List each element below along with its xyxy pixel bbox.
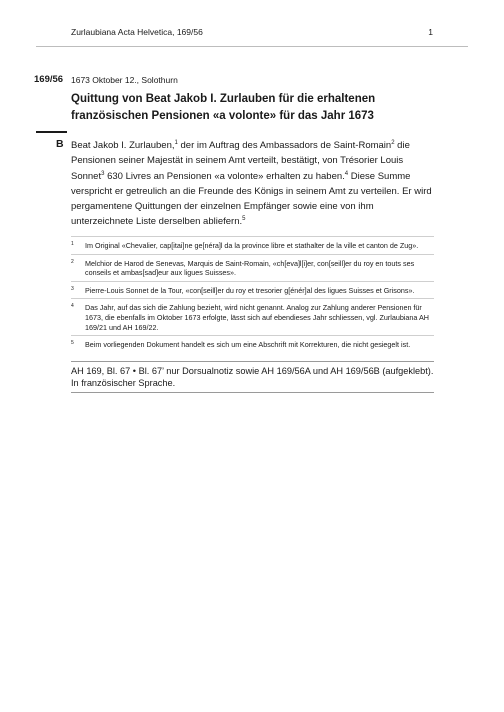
footnote-text: Im Original «Chevalier, cap[itai]ne ge[néra]l da la province libre et stathalter de la ville et canton de Zug». bbox=[85, 241, 419, 250]
footnote bbox=[71, 298, 434, 335]
title-line-1: Quittung von Beat Jakob I. Zurlauben für die erhaltenen bbox=[71, 93, 376, 105]
footnote-text: Beim vorliegenden Dokument handelt es sich um eine Abschrift mit Korrekturen, die nicht gesiegelt ist. bbox=[85, 340, 411, 350]
footnote-number: 5 bbox=[71, 340, 74, 347]
section-rule bbox=[36, 131, 67, 133]
body-segment: Beat Jakob I. Zurlauben, bbox=[71, 140, 175, 151]
body-segment: die Pensionen seiner Majestät in seinem Amt verteilt, bestätigt, von Trésorier Louis Sonnet bbox=[71, 140, 410, 182]
footnote-ref: 4 bbox=[344, 170, 349, 177]
footnote-text: Pierre-Louis Sonnet de la Tour, «con[seill]er du roy et tresorier g[énér]al des ligues Suisses et Grisons». bbox=[85, 285, 415, 295]
page-number: 1 bbox=[428, 27, 433, 37]
body-segment: der im Auftrag des Ambassadors de Saint-Romain bbox=[177, 140, 392, 151]
footnote-ref: 1 bbox=[174, 139, 178, 146]
footnote-number: 4 bbox=[71, 303, 74, 310]
footnote-number: 3 bbox=[71, 285, 74, 292]
footnote-number: 1 bbox=[71, 241, 74, 247]
footnotes bbox=[71, 236, 434, 353]
dateline: 1673 Oktober 12., Solothurn bbox=[71, 75, 178, 85]
footnote-text: Das Jahr, auf das sich die Zahlung bezieht, wird nicht genannt. Analog zur Zahlung anderer Pensionen für 1673, die ebenfalls im Oktober 1673 erfolgte, lässt sich auf ebendieses Jahr schliessen, vgl. Zurlaubiana AH 169/21 und AH 169/22. bbox=[85, 303, 429, 332]
regest-text bbox=[71, 138, 436, 230]
document-title bbox=[71, 91, 441, 125]
footnote bbox=[71, 254, 434, 281]
header-divider bbox=[36, 46, 468, 47]
title-line-2: französischen Pensionen «a volonte» für das Jahr 1673 bbox=[71, 110, 374, 122]
source-location: AH 169, Bl. 67 • Bl. 67’ nur Dorsualnotiz sowie AH 169/56A und AH 169/56B (aufgeklebt). bbox=[71, 366, 434, 376]
footnote bbox=[71, 335, 434, 353]
footnote-ref: 2 bbox=[391, 139, 395, 146]
footnote-number: 2 bbox=[71, 258, 74, 265]
document-number: 169/56 bbox=[34, 74, 64, 85]
footnote bbox=[71, 281, 434, 299]
footnote bbox=[71, 236, 434, 254]
footnote-ref: 3 bbox=[101, 170, 105, 177]
version-marker: B bbox=[56, 138, 64, 150]
source-note bbox=[71, 361, 434, 393]
source-language: In französischer Sprache. bbox=[71, 377, 176, 388]
body-segment: Diese Summe verspricht er getreulich an die Freunde des Königs in seinem Amt zu verteilen. Er wird pergamentene Quittungen der einzelnen Empfänger sowie eine von ihm unterzeichnete Liste derselben abliefern. bbox=[71, 170, 432, 228]
footnote-text: Melchior de Harod de Senevas, Marquis de Saint-Romain, «ch[eva]l[i]er, con[seill]er du roy en touts ses conseils et ambas[sad]eur aux ligues Suisses». bbox=[85, 258, 415, 278]
running-title: Zurlaubiana Acta Helvetica, 169/56 bbox=[71, 27, 203, 37]
body-segment: 630 Livres an Pensionen «a volonte» erhalten zu haben. bbox=[104, 170, 345, 182]
running-header bbox=[71, 27, 433, 41]
footnote-ref: 5 bbox=[242, 216, 246, 223]
